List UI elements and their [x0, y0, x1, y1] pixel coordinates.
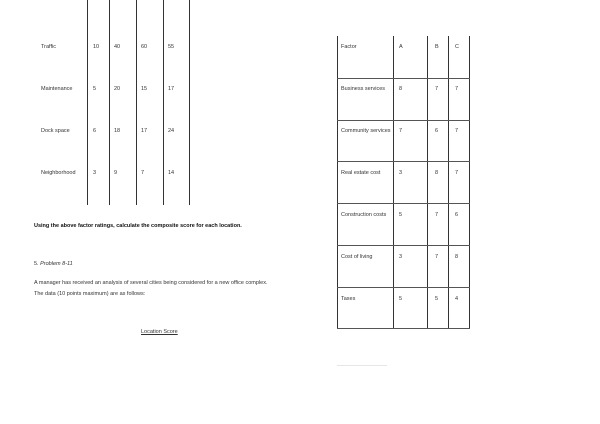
table-cell: 7 — [399, 128, 403, 134]
table-cell: 3 — [399, 254, 403, 260]
right-table-border — [427, 36, 428, 329]
problem-reference: Problem 8-11 — [40, 261, 73, 267]
table-row-label: Construction costs — [341, 212, 387, 218]
table-row-label: Traffic — [41, 44, 56, 50]
right-table-border — [337, 161, 470, 162]
table-cell: 55 — [168, 44, 175, 50]
left-table-border — [87, 0, 88, 205]
table-cell: 7 — [455, 170, 459, 176]
table-cell: 40 — [114, 44, 121, 50]
table-header-cell: B — [435, 44, 439, 50]
table-cell: 4 — [455, 296, 459, 302]
left-table-border — [109, 0, 110, 205]
table-cell: 7 — [141, 170, 145, 176]
table-cell: 7 — [455, 86, 459, 92]
table-cell: 7 — [435, 86, 439, 92]
problem-heading — [34, 261, 73, 267]
table-row-label: Community services — [341, 128, 391, 134]
right-table-border — [393, 36, 394, 329]
instruction-text: Using the above factor ratings, calculate the composite score for each location. — [34, 223, 242, 229]
right-table-border — [337, 245, 470, 246]
table-cell: 7 — [455, 128, 459, 134]
table-cell: 5 — [399, 296, 403, 302]
left-table-border — [163, 0, 164, 205]
left-table-border — [136, 0, 137, 205]
table-row-label: Taxes — [341, 296, 356, 302]
table-cell: 6 — [93, 128, 97, 134]
table-cell: 17 — [141, 128, 148, 134]
table-cell: 5 — [399, 212, 403, 218]
table-cell: 15 — [141, 86, 148, 92]
table-row-label: Dock space — [41, 128, 70, 134]
table-row-label: Real estate cost — [341, 170, 381, 176]
left-table-border — [189, 0, 190, 205]
table-cell: 24 — [168, 128, 175, 134]
table-header-cell: C — [455, 44, 459, 50]
table-cell: 14 — [168, 170, 175, 176]
right-table-border — [337, 120, 470, 121]
divider — [337, 365, 387, 366]
location-score-heading: Location Score — [141, 329, 178, 335]
right-table-border — [469, 36, 470, 329]
table-row-label: Business services — [341, 86, 386, 92]
table-cell: 5 — [93, 86, 97, 92]
table-cell: 10 — [93, 44, 100, 50]
problem-text-line-2: The data (10 points maximum) are as follows: — [34, 291, 146, 297]
table-cell: 6 — [455, 212, 459, 218]
right-table-border — [337, 203, 470, 204]
right-table-border — [448, 36, 449, 329]
table-cell: 7 — [435, 212, 439, 218]
table-cell: 3 — [93, 170, 97, 176]
table-row-label: Cost of living — [341, 254, 373, 260]
table-cell: 60 — [141, 44, 148, 50]
right-table-border — [337, 328, 470, 329]
table-cell: 3 — [399, 170, 403, 176]
table-cell: 9 — [114, 170, 118, 176]
table-cell: 8 — [435, 170, 439, 176]
problem-number: 5. — [34, 261, 39, 267]
problem-text-line-1: A manager has received an analysis of several cities being considered for a new office complex. — [34, 280, 268, 286]
right-table-border — [337, 36, 338, 329]
table-cell: 8 — [399, 86, 403, 92]
table-cell: 8 — [455, 254, 459, 260]
table-cell: 17 — [168, 86, 175, 92]
table-cell: 5 — [435, 296, 439, 302]
table-cell: 7 — [435, 254, 439, 260]
table-cell: 20 — [114, 86, 121, 92]
right-table-border — [337, 78, 470, 79]
table-cell: 6 — [435, 128, 439, 134]
table-row-label: Maintenance — [41, 86, 73, 92]
table-header-cell: A — [399, 44, 403, 50]
right-table-border — [337, 287, 470, 288]
table-row-label: Neighborhood — [41, 170, 76, 176]
table-cell: 18 — [114, 128, 121, 134]
table-header-label: Factor — [341, 44, 357, 50]
